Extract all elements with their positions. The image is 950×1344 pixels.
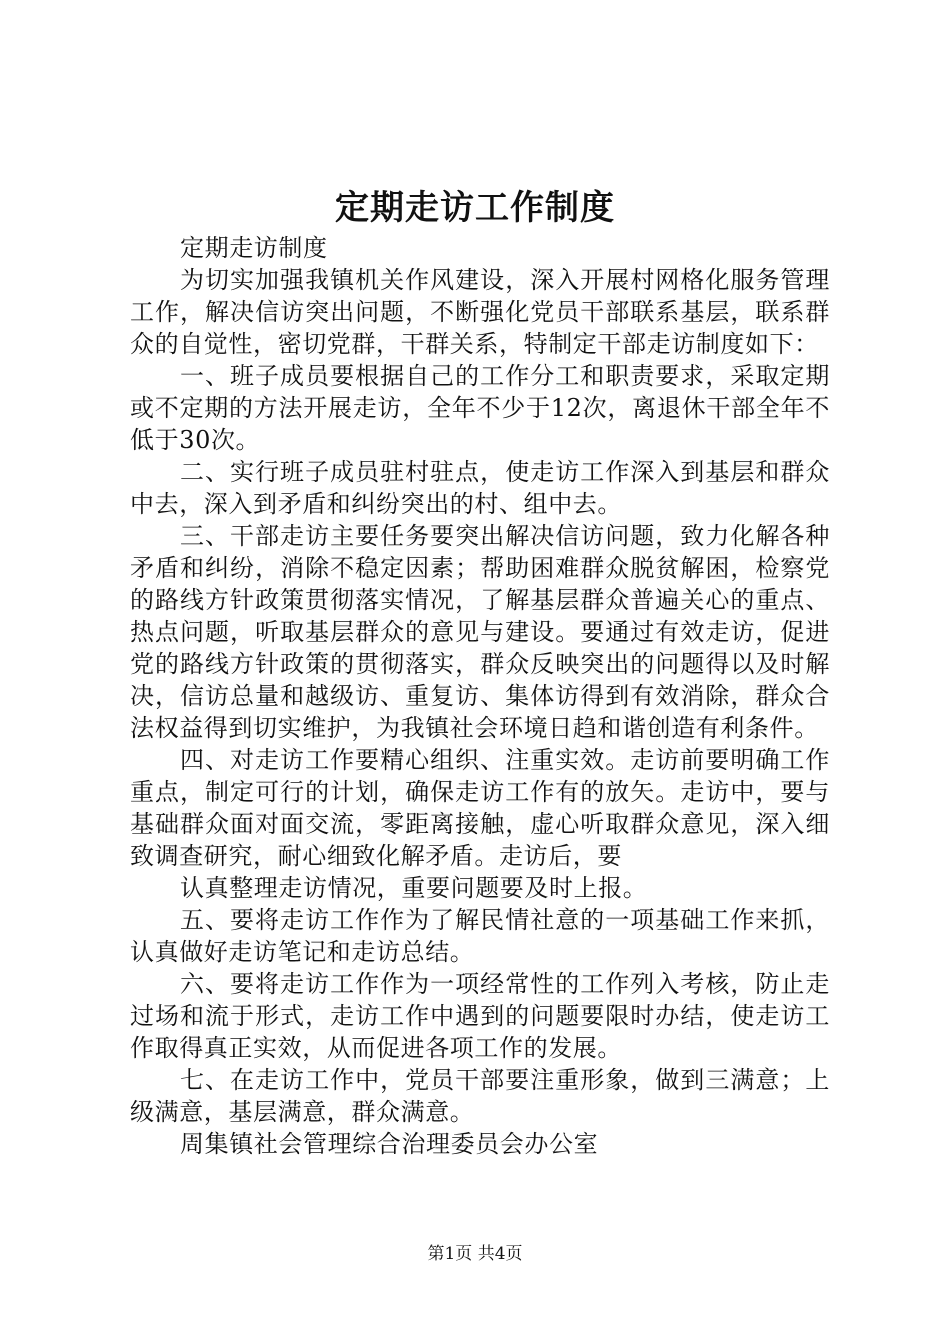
paragraph-intro: 为切实加强我镇机关作风建设，深入开展村网格化服务管理工作，解决信访突出问题，不断强化党员干部联系基层，联系群众的自觉性，密切党群，干群关系，特制定干部走访制度如下： — [130, 266, 830, 358]
document-title: 定期走访工作制度 — [335, 188, 615, 228]
paragraph-item-4-continued: 认真整理走访情况，重要问题要及时上报。 — [180, 874, 648, 902]
paragraph-item-3: 三、干部走访主要任务要突出解决信访问题，致力化解各种矛盾和纠纷，消除不稳定因素；帮助困难群众脱贫解困，检察党的路线方针政策贯彻落实情况，了解基层群众普遍关心的重点、热点问题，听取基层群众的意见与建设。要通过有效走访，促进党的路线方针政策的贯彻落实，群众反映突出的问题得以及时解决，信访总量和越级访、重复访、集体访得到有效消除，群众合法权益得到切实维护，为我镇社会环境日趋和谐创造有利条件。 — [130, 522, 830, 742]
page-number-footer: 第1页 共4页 — [427, 1244, 523, 1264]
paragraph-item-7: 七、在走访工作中，党员干部要注重形象，做到三满意；上级满意，基层满意，群众满意。 — [130, 1066, 830, 1126]
paragraph-item-2: 二、实行班子成员驻村驻点，使走访工作深入到基层和群众中去，深入到矛盾和纠纷突出的村、组中去。 — [130, 458, 830, 518]
paragraph-signature: 周集镇社会管理综合治理委员会办公室 — [180, 1130, 599, 1158]
document-body — [130, 232, 830, 1160]
paragraph-item-1: 一、班子成员要根据自己的工作分工和职责要求，采取定期或不定期的方法开展走访，全年不少于12次，离退休干部全年不低于30次。 — [130, 362, 830, 454]
paragraph-subtitle: 定期走访制度 — [180, 234, 328, 262]
paragraph-item-5: 五、要将走访工作作为了解民情社意的一项基础工作来抓，认真做好走访笔记和走访总结。 — [130, 906, 830, 966]
paragraph-item-4: 四、对走访工作要精心组织、注重实效。走访前要明确工作重点，制定可行的计划，确保走访工作有的放矢。走访中，要与基础群众面对面交流，零距离接触，虚心听取群众意见，深入细致调查研究，耐心细致化解矛盾。走访后，要 — [130, 746, 830, 870]
paragraph-item-6: 六、要将走访工作作为一项经常性的工作列入考核，防止走过场和流于形式，走访工作中遇到的问题要限时办结，使走访工作取得真正实效，从而促进各项工作的发展。 — [130, 970, 830, 1062]
